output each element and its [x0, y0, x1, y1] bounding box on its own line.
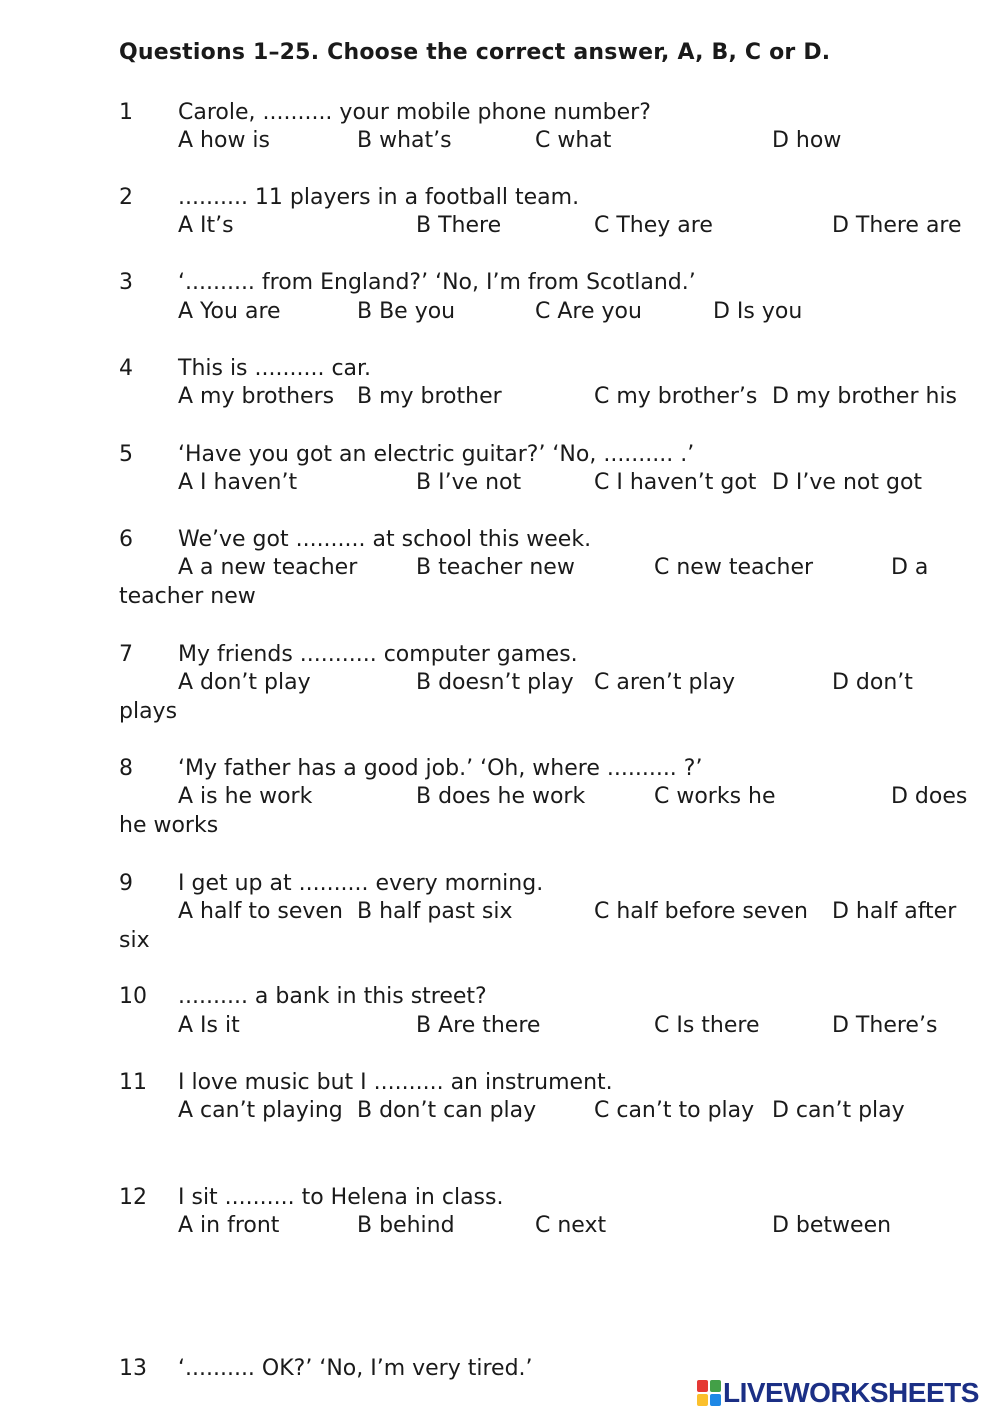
option-d[interactable]: D can’t play [772, 1098, 905, 1123]
option-d[interactable]: D There are [832, 213, 962, 238]
liveworksheets-logo[interactable] [697, 1376, 979, 1410]
question-number: 13 [119, 1356, 147, 1381]
option-c[interactable]: C I haven’t got [594, 470, 757, 495]
question-number: 1 [119, 100, 133, 125]
option-d[interactable]: D I’ve not got [772, 470, 923, 495]
question-number: 2 [119, 185, 133, 210]
option-d-wrap[interactable]: he works [119, 813, 219, 838]
option-b[interactable]: B teacher new [416, 555, 575, 580]
question-number: 8 [119, 756, 133, 781]
question-stem: I sit .......... to Helena in class. [178, 1185, 504, 1210]
option-a[interactable]: A It’s [178, 213, 234, 238]
option-a[interactable]: A my brothers [178, 384, 335, 409]
option-c[interactable]: C half before seven [594, 899, 808, 924]
option-d[interactable]: D does [891, 784, 968, 809]
option-a[interactable]: A a new teacher [178, 555, 358, 580]
option-b[interactable]: B does he work [416, 784, 586, 809]
option-c[interactable]: C Are you [535, 299, 642, 324]
question-stem: .......... 11 players in a football team. [178, 185, 580, 210]
option-c[interactable]: C works he [654, 784, 776, 809]
option-b[interactable]: B doesn’t play [416, 670, 574, 695]
question-stem: My friends ........... computer games. [178, 642, 578, 667]
liveworksheets-logo-text: LIVEWORKSHEETS [723, 1377, 979, 1408]
option-c[interactable]: C next [535, 1213, 607, 1238]
option-c[interactable]: C aren’t play [594, 670, 736, 695]
question-number: 7 [119, 642, 133, 667]
option-d[interactable]: D a [891, 555, 929, 580]
question-number: 9 [119, 871, 133, 896]
question-stem: We’ve got .......... at school this week. [178, 527, 592, 552]
option-c[interactable]: C Is there [654, 1013, 760, 1038]
option-d[interactable]: D Is you [713, 299, 803, 324]
question-stem: ‘Have you got an electric guitar?’ ‘No, .......... .’ [178, 442, 695, 467]
option-d[interactable]: D my brother his [772, 384, 958, 409]
question-stem: ‘My father has a good job.’ ‘Oh, where .......... ?’ [178, 756, 703, 781]
option-a[interactable]: A I haven’t [178, 470, 298, 495]
question-number: 5 [119, 442, 133, 467]
option-b[interactable]: B half past six [357, 899, 513, 924]
option-c[interactable]: C can’t to play [594, 1098, 755, 1123]
option-d[interactable]: D between [772, 1213, 892, 1238]
question-stem: I get up at .......... every morning. [178, 871, 544, 896]
option-b[interactable]: B behind [357, 1213, 455, 1238]
question-number: 12 [119, 1185, 147, 1210]
question-number: 3 [119, 270, 133, 295]
question-stem: ‘.......... OK?’ ‘No, I’m very tired.’ [178, 1356, 533, 1381]
liveworksheets-logo-icon [697, 1380, 721, 1406]
option-c[interactable]: C what [535, 128, 612, 153]
question-stem: .......... a bank in this street? [178, 984, 487, 1009]
option-b[interactable]: B I’ve not [416, 470, 522, 495]
option-a[interactable]: A can’t playing [178, 1098, 343, 1123]
option-a[interactable]: A how is [178, 128, 271, 153]
question-stem: This is .......... car. [178, 356, 372, 381]
instructions-heading: Questions 1–25. Choose the correct answer, A, B, C or D. [119, 40, 831, 65]
option-d-wrap[interactable]: teacher new [119, 584, 256, 609]
option-a[interactable]: A You are [178, 299, 281, 324]
option-d[interactable]: D don’t [832, 670, 913, 695]
option-d[interactable]: D half after [832, 899, 957, 924]
option-d-wrap[interactable]: six [119, 928, 150, 953]
option-b[interactable]: B Be you [357, 299, 456, 324]
question-stem: Carole, .......... your mobile phone number? [178, 100, 651, 125]
option-d-wrap[interactable]: plays [119, 699, 178, 724]
option-b[interactable]: B what’s [357, 128, 452, 153]
question-number: 4 [119, 356, 133, 381]
option-c[interactable]: C new teacher [654, 555, 814, 580]
question-stem: ‘.......... from England?’ ‘No, I’m from Scotland.’ [178, 270, 696, 295]
option-a[interactable]: A don’t play [178, 670, 311, 695]
question-number: 10 [119, 984, 147, 1009]
option-c[interactable]: C They are [594, 213, 713, 238]
option-a[interactable]: A Is it [178, 1013, 240, 1038]
option-b[interactable]: B don’t can play [357, 1098, 537, 1123]
option-d[interactable]: D how [772, 128, 842, 153]
option-b[interactable]: B Are there [416, 1013, 541, 1038]
question-number: 6 [119, 527, 133, 552]
question-number: 11 [119, 1070, 147, 1095]
option-a[interactable]: A in front [178, 1213, 280, 1238]
question-stem: I love music but I .......... an instrument. [178, 1070, 613, 1095]
option-c[interactable]: C my brother’s [594, 384, 758, 409]
option-a[interactable]: A half to seven [178, 899, 343, 924]
option-b[interactable]: B my brother [357, 384, 502, 409]
option-b[interactable]: B There [416, 213, 502, 238]
option-a[interactable]: A is he work [178, 784, 313, 809]
option-d[interactable]: D There’s [832, 1013, 938, 1038]
